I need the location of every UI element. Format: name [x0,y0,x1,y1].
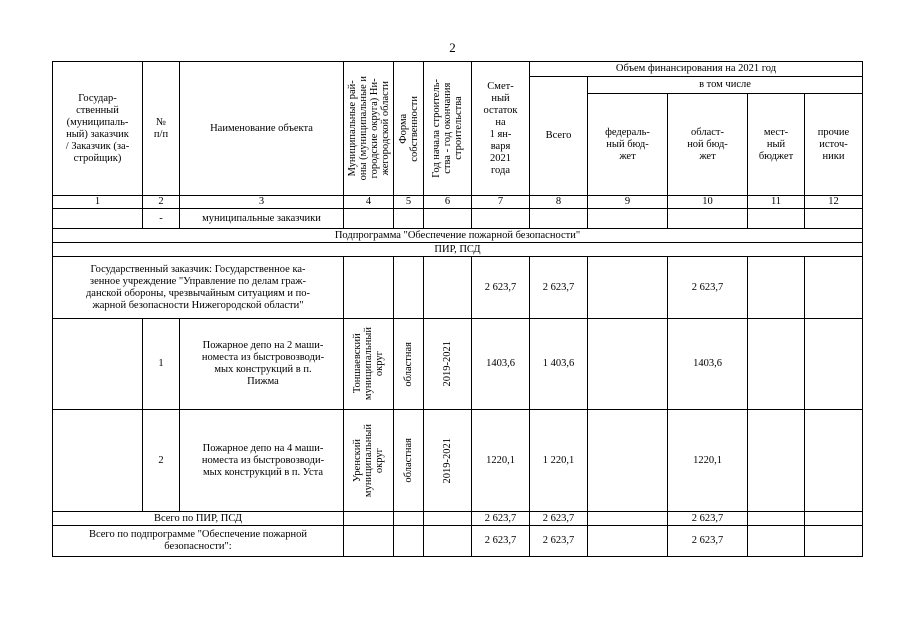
header-years: Год начала строитель- ства - год окончания строительства [424,62,472,196]
column-number: 10 [668,196,748,209]
total-subprogram-total: 2 623,7 [530,526,588,557]
object-regional: 1220,1 [668,410,748,512]
object-name: Пожарное депо на 2 маши- номеста из быстровозводи- мых конструкций в п. Пижма [180,319,344,410]
customer-total: 2 623,7 [530,257,588,319]
subprogram-title: Подпрограмма "Обеспечение пожарной безопасности" [53,229,863,243]
customer-description: Государственный заказчик: Государственное ка- зенное учреждение "Управление по делам граж- данской обороны, чрезвычайным ситуациям и по- жарной безопасности Нижегородской области" [53,257,344,319]
column-number: 2 [143,196,180,209]
customer-regional: 2 623,7 [668,257,748,319]
municipal-customers-row [53,209,863,229]
header-district: Муниципальные рай- оны (муниципальные и городские округа) Ни- жегородской области [344,62,394,196]
total-pir-total: 2 623,7 [530,512,588,526]
object-total: 1 220,1 [530,410,588,512]
total-pir-label: Всего по ПИР, ПСД [53,512,344,526]
municipal-row-number: - [143,209,180,229]
header-other: прочие источ- ники [805,94,863,196]
table-row [53,410,863,512]
column-numbers-row [53,196,863,209]
customer-remainder: 2 623,7 [472,257,530,319]
column-number: 9 [588,196,668,209]
total-subprogram-regional: 2 623,7 [668,526,748,557]
object-remainder: 1403,6 [472,319,530,410]
object-total: 1 403,6 [530,319,588,410]
object-name: Пожарное депо на 4 маши- номеста из быстровозводи- мых конструкций в п. Уста [180,410,344,512]
object-district: Тоншаевский муниципальный округ [344,319,394,410]
total-pir-regional: 2 623,7 [668,512,748,526]
object-number: 2 [143,410,180,512]
header-including: в том числе [588,77,863,94]
header-federal: федераль- ный бюд- жет [588,94,668,196]
column-number: 12 [805,196,863,209]
column-number: 4 [344,196,394,209]
column-number: 5 [394,196,424,209]
header-object-name: Наименование объекта [180,62,344,196]
column-number: 8 [530,196,588,209]
object-remainder: 1220,1 [472,410,530,512]
page-number: 2 [449,40,456,55]
header-funding-title: Объем финансирования на 2021 год [530,62,863,77]
total-subprogram-remainder: 2 623,7 [472,526,530,557]
column-number: 7 [472,196,530,209]
total-subprogram-label: Всего по подпрограмме "Обеспечение пожарной безопасности": [53,526,344,557]
header-number: № п/п [143,62,180,196]
header-local: мест- ный бюджет [748,94,805,196]
total-pir-row [53,512,863,526]
total-pir-remainder: 2 623,7 [472,512,530,526]
header-total: Всего [530,77,588,196]
object-years: 2019-2021 [424,319,472,410]
object-number: 1 [143,319,180,410]
object-ownership: областная [394,410,424,512]
header-customer: Государ- ственный (муниципаль- ный) заказчик / Заказчик (за- стройщик) [53,62,143,196]
financing-table [52,61,863,557]
header-regional: област- ной бюд- жет [668,94,748,196]
header-remainder: Смет- ный остаток на 1 ян- варя 2021 года [472,62,530,196]
header-ownership: Форма собственности [394,62,424,196]
column-number: 11 [748,196,805,209]
column-number: 6 [424,196,472,209]
object-district: Уренский муниципальный округ [344,410,394,512]
object-years: 2019-2021 [424,410,472,512]
customer-row [53,257,863,319]
total-subprogram-row [53,526,863,557]
object-regional: 1403,6 [668,319,748,410]
section-title: ПИР, ПСД [53,243,863,257]
table-row [53,319,863,410]
object-ownership: областная [394,319,424,410]
column-number: 3 [180,196,344,209]
municipal-row-name: муниципальные заказчики [180,209,344,229]
column-number: 1 [53,196,143,209]
